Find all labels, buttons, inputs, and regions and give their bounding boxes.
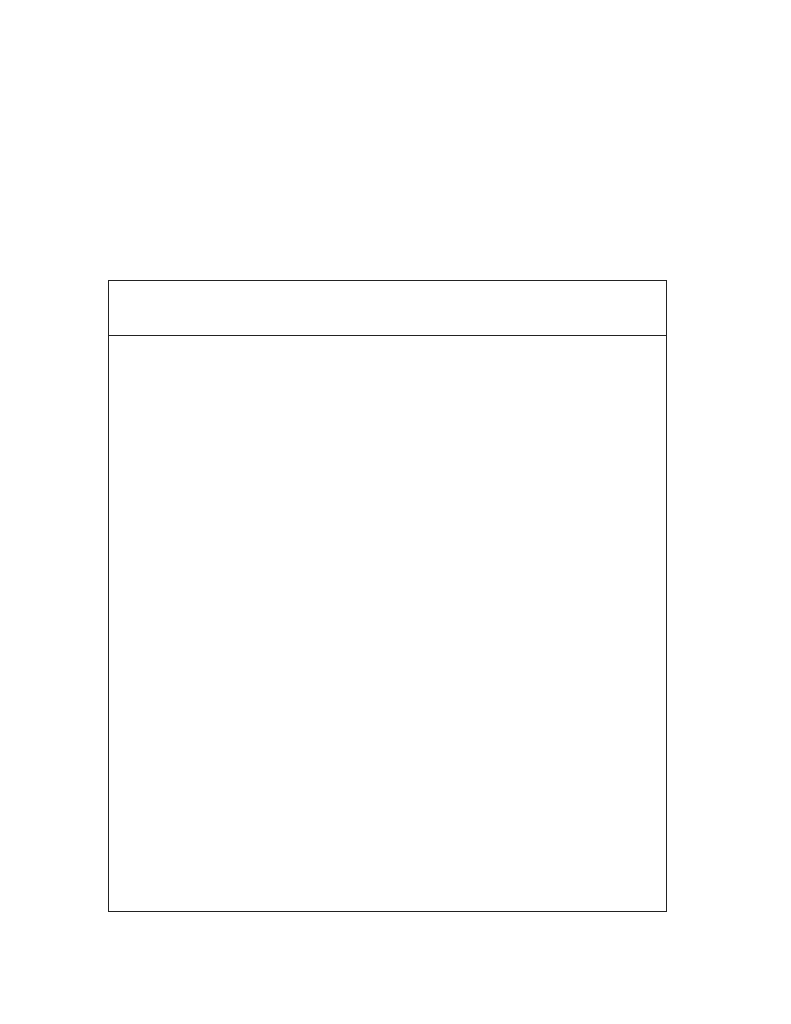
weekly-menu-table: [108, 280, 667, 912]
menu-grid: [109, 336, 666, 911]
table-heading: [109, 281, 666, 336]
